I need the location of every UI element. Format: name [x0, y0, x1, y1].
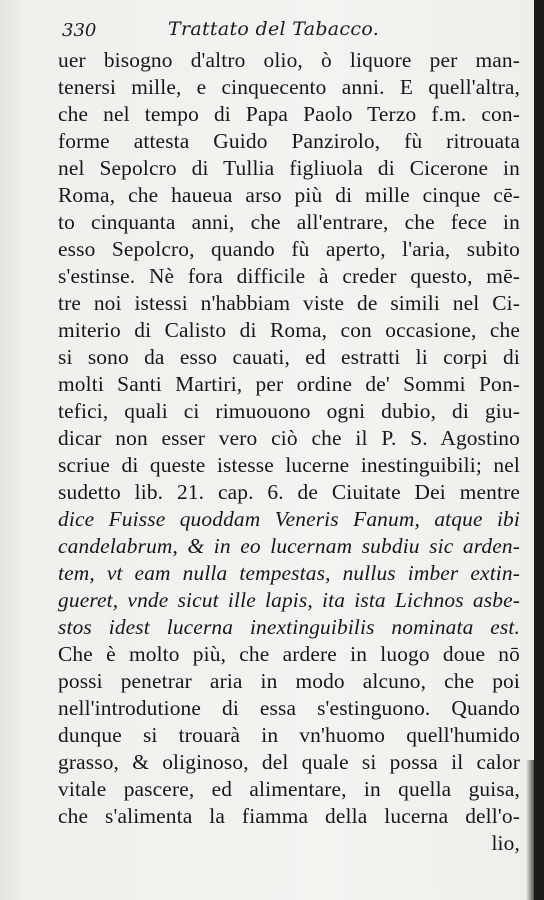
- text-line: che nel tempo di Papa Paolo Terzo f.m. con-: [58, 102, 520, 126]
- text-line: Roma, che haueua arso più di mille cinque cē-: [58, 183, 520, 207]
- text-line: to cinquanta anni, che all'entrare, che fece in: [58, 210, 520, 234]
- text-line: grasso, & oliginoso, del quale si possa il calor: [58, 750, 520, 774]
- page-header: [62, 12, 502, 42]
- text-line: uer bisogno d'altro olio, ò liquore per man-: [58, 48, 520, 72]
- text-line: tefici, quali ci rimuouono ogni dubio, di giu-: [58, 399, 520, 423]
- page-number: 330: [62, 20, 97, 41]
- text-line: scriue di queste istesse lucerne inestinguibili; nel: [58, 453, 520, 477]
- latin-quote-line: gueret, vnde sicut ille lapis, ita ista Lichnos asbe-: [58, 588, 520, 612]
- text-line: miterio di Calisto di Roma, con occasione, che: [58, 318, 520, 342]
- running-title: Trattato del Tabacco.: [168, 18, 380, 40]
- text-line: che s'alimenta la fiamma della lucerna dell'o-: [58, 804, 520, 828]
- text-line: vitale pascere, ed alimentare, in quella guisa,: [58, 777, 520, 801]
- text-line: tenersi mille, e cinquecento anni. E quell'altra,: [58, 75, 520, 99]
- text-line: dicar non esser vero ciò che il P. S. Agostino: [58, 426, 520, 450]
- text-line: si sono da esso cauati, ed estratti li corpi di: [58, 345, 520, 369]
- latin-quote-line: tem, vt eam nulla tempestas, nullus imber extin-: [58, 561, 520, 585]
- text-line: possi penetrar aria in modo alcuno, che poi: [58, 669, 520, 693]
- latin-quote-line: candelabrum, & in eo lucernam subdiu sic arden-: [58, 534, 520, 558]
- body-text: [58, 47, 520, 857]
- text-line: nel Sepolcro di Tullia figliuola di Cicerone in: [58, 156, 520, 180]
- text-line: nell'introdutione di essa s'estinguono. Quando: [58, 696, 520, 720]
- text-line: Che è molto più, che ardere in luogo doue nō: [58, 642, 520, 666]
- latin-quote-line: stos idest lucerna inextinguibilis nominata est.: [58, 615, 520, 639]
- text-line: sudetto lib. 21. cap. 6. de Ciuitate Dei mentre: [58, 480, 520, 504]
- page-corner-shadow: [526, 760, 544, 900]
- text-line: molti Santi Martiri, per ordine de' Sommi Pon-: [58, 372, 520, 396]
- text-line: esso Sepolcro, quando fù aperto, l'aria, subito: [58, 237, 520, 261]
- text-line: tre noi istessi n'habbiam viste de simili nel Ci-: [58, 291, 520, 315]
- text-line: dunque si trouarà in vn'huomo quell'humido: [58, 723, 520, 747]
- latin-quote-line: dice Fuisse quoddam Veneris Fanum, atque ibi: [58, 507, 520, 531]
- text-line: forme attesta Guido Panzirolo, fù ritrouata: [58, 129, 520, 153]
- text-line: s'estinse. Nè fora difficile à creder questo, mē-: [58, 264, 520, 288]
- text-line-final: lio,: [491, 831, 520, 855]
